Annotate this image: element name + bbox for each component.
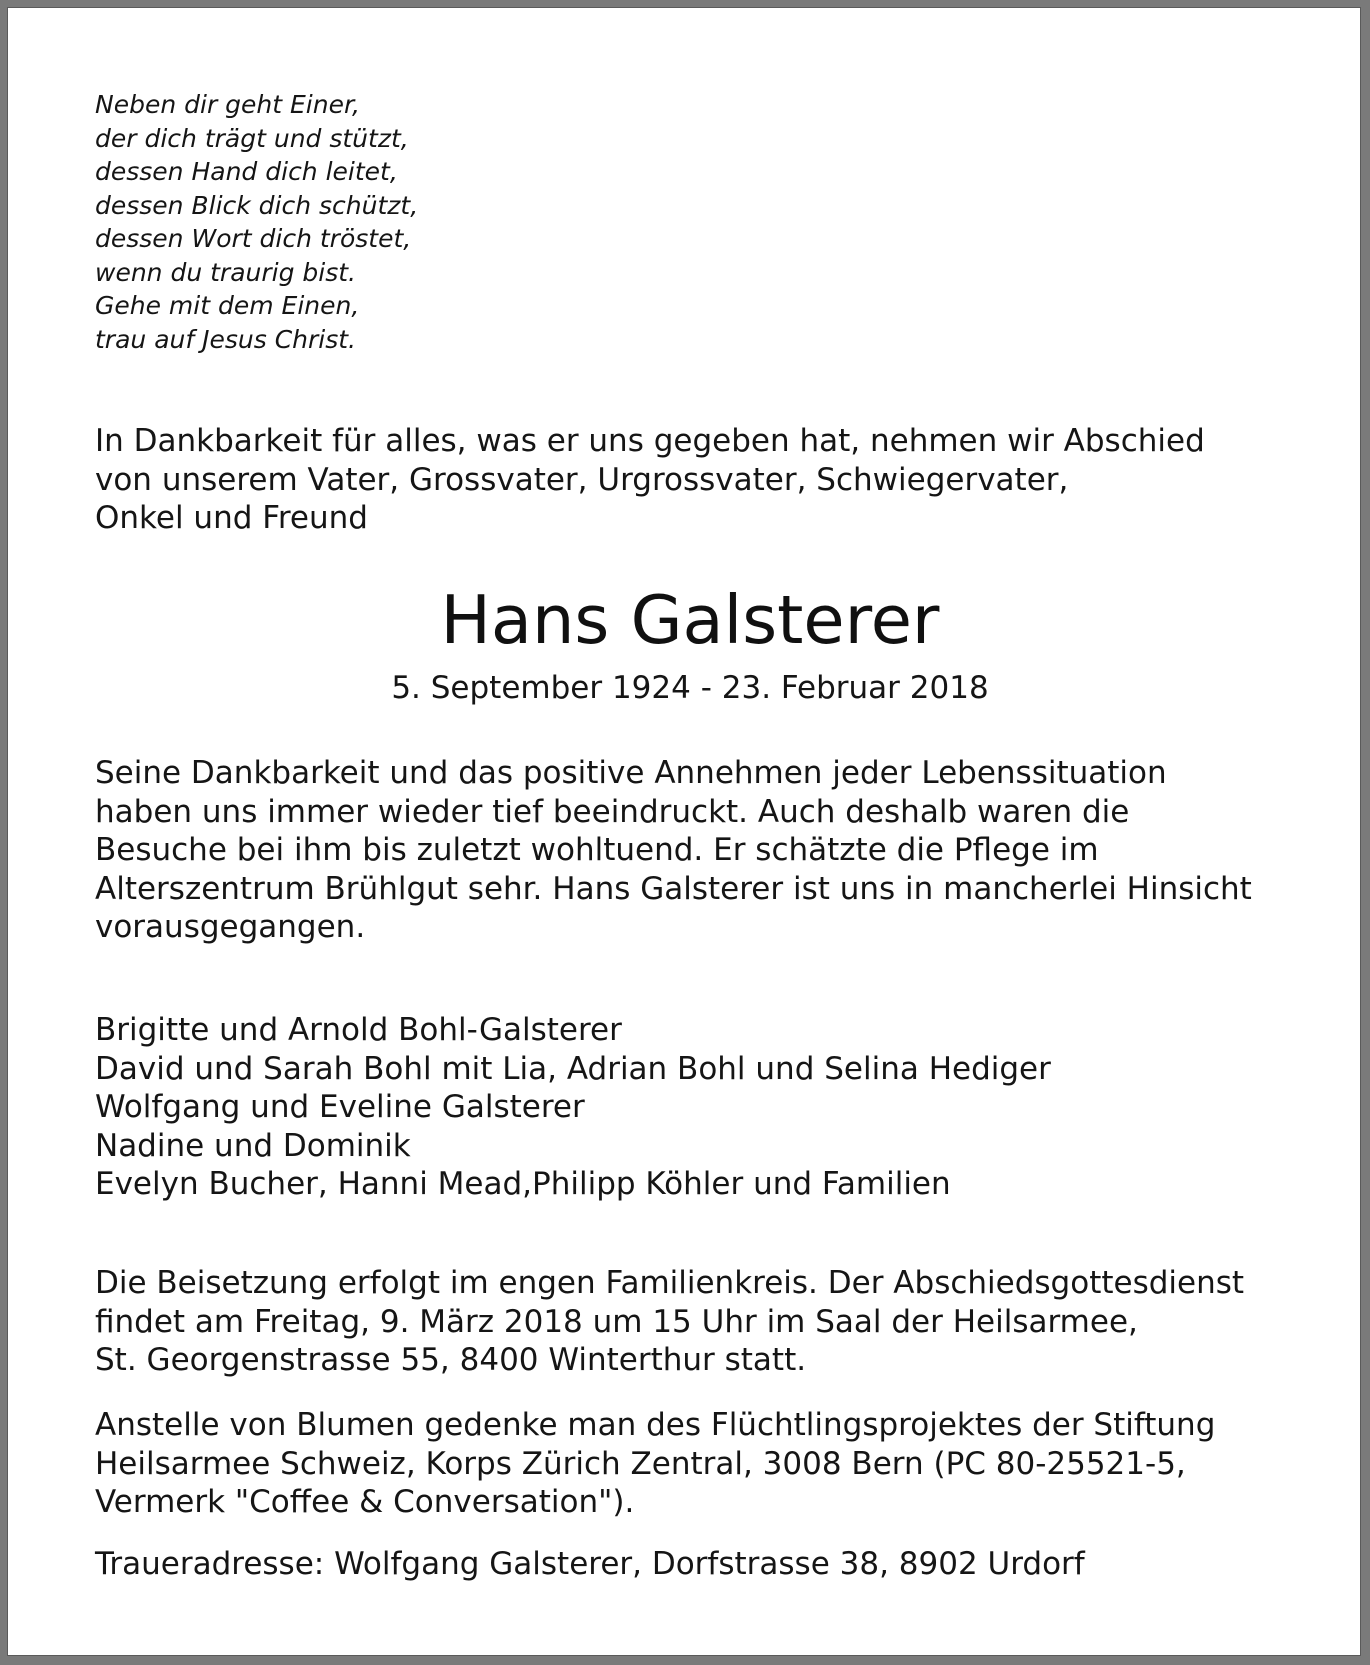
address-line: Traueradresse: Wolfgang Galsterer, Dorfstrasse 38, 8902 Urdorf xyxy=(95,1546,1085,1582)
intro-line: Onkel und Freund xyxy=(95,500,368,536)
family-line: Wolfgang und Eveline Galsterer xyxy=(95,1089,585,1125)
donation-line: Heilsarmee Schweiz, Korps Zürich Zentral, 3008 Bern (PC 80-25521-5, xyxy=(95,1445,1186,1482)
tribute-line: Seine Dankbarkeit und das positive Annehmen jeder Lebenssituation xyxy=(95,755,1167,791)
family-list xyxy=(95,1011,1051,1204)
life-dates: 5. September 1924 - 23. Februar 2018 xyxy=(391,670,989,706)
donation-paragraph xyxy=(95,1406,1215,1522)
poem xyxy=(95,88,418,356)
family-line: David und Sarah Bohl mit Lia, Adrian Bohl und Selina Hediger xyxy=(95,1050,1051,1087)
tribute-line: haben uns immer wieder tief beeindruckt. Auch deshalb waren die xyxy=(95,793,1130,830)
obituary-page xyxy=(8,8,1360,1655)
mourning-address xyxy=(95,1545,1085,1584)
poem-line: dessen Blick dich schützt, xyxy=(95,190,419,220)
tribute-line: Alterszentrum Brühlgut sehr. Hans Galsterer ist uns in mancherlei Hinsicht xyxy=(95,870,1252,907)
service-line: findet am Freitag, 9. März 2018 um 15 Uhr im Saal der Heilsarmee, xyxy=(95,1303,1138,1340)
poem-line: wenn du traurig bist. xyxy=(95,257,356,287)
poem-line: dessen Hand dich leitet, xyxy=(95,157,398,186)
tribute-line: Besuche bei ihm bis zuletzt wohltuend. Er schätzte die Pflege im xyxy=(95,832,1099,868)
intro-line: In Dankbarkeit für alles, was er uns gegeben hat, nehmen wir Abschied xyxy=(95,423,1205,459)
intro-line: von unserem Vater, Grossvater, Urgrossvater, Schwiegervater, xyxy=(95,461,1069,498)
family-line: Nadine und Dominik xyxy=(95,1127,411,1164)
poem-line: Gehe mit dem Einen, xyxy=(95,291,360,320)
poem-line: der dich trägt und stützt, xyxy=(95,123,409,153)
service-line: Die Beisetzung erfolgt im engen Familienkreis. Der Abschiedsgottesdienst xyxy=(95,1265,1245,1301)
poem-line: Neben dir geht Einer, xyxy=(95,90,360,119)
family-line: Brigitte und Arnold Bohl-Galsterer xyxy=(95,1012,622,1048)
tribute-paragraph xyxy=(95,754,1252,947)
donation-line: Vermerk "Coffee & Conversation"). xyxy=(95,1484,635,1520)
service-paragraph xyxy=(95,1264,1244,1380)
deceased-name: Hans Galsterer xyxy=(440,581,940,659)
intro-paragraph xyxy=(95,422,1205,538)
poem-line: dessen Wort dich tröstet, xyxy=(95,224,412,253)
poem-line: trau auf Jesus Christ. xyxy=(95,324,356,354)
service-line: St. Georgenstrasse 55, 8400 Winterthur statt. xyxy=(95,1342,807,1378)
donation-line: Anstelle von Blumen gedenke man des Flüchtlingsprojektes der Stiftung xyxy=(95,1407,1216,1443)
tribute-line: vorausgegangen. xyxy=(95,909,366,945)
family-line: Evelyn Bucher, Hanni Mead,Philipp Köhler und Familien xyxy=(95,1166,951,1202)
